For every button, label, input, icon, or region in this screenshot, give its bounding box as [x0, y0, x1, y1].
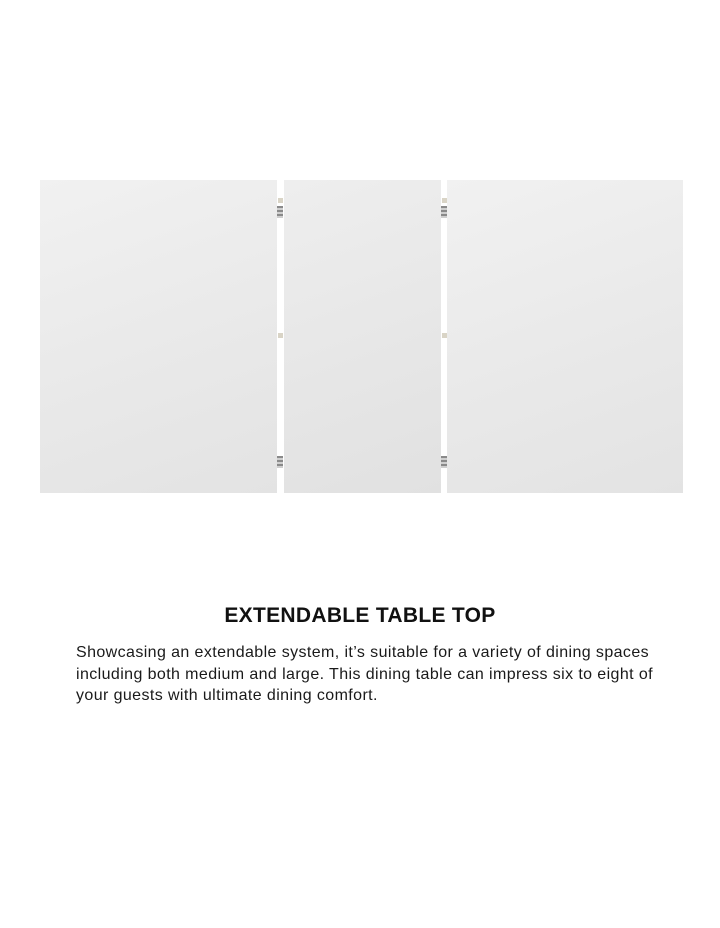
table-panel-right [447, 180, 683, 493]
alignment-pin [278, 198, 283, 203]
table-top-image [40, 180, 683, 493]
connector-peg [441, 456, 447, 468]
feature-description: Showcasing an extendable system, it’s suitable for a variety of dining spaces including both medium and large. This dining table can impress six to eight of your guests with ultimate dining comfort. [76, 644, 653, 704]
table-panel-extension [284, 180, 441, 493]
connector-peg [441, 206, 447, 218]
connector-peg [277, 456, 283, 468]
alignment-pin [278, 333, 283, 338]
feature-title: EXTENDABLE TABLE TOP [224, 604, 496, 627]
connector-peg [277, 206, 283, 218]
table-panel-left [40, 180, 277, 493]
alignment-pin [442, 198, 447, 203]
alignment-pin [442, 333, 447, 338]
